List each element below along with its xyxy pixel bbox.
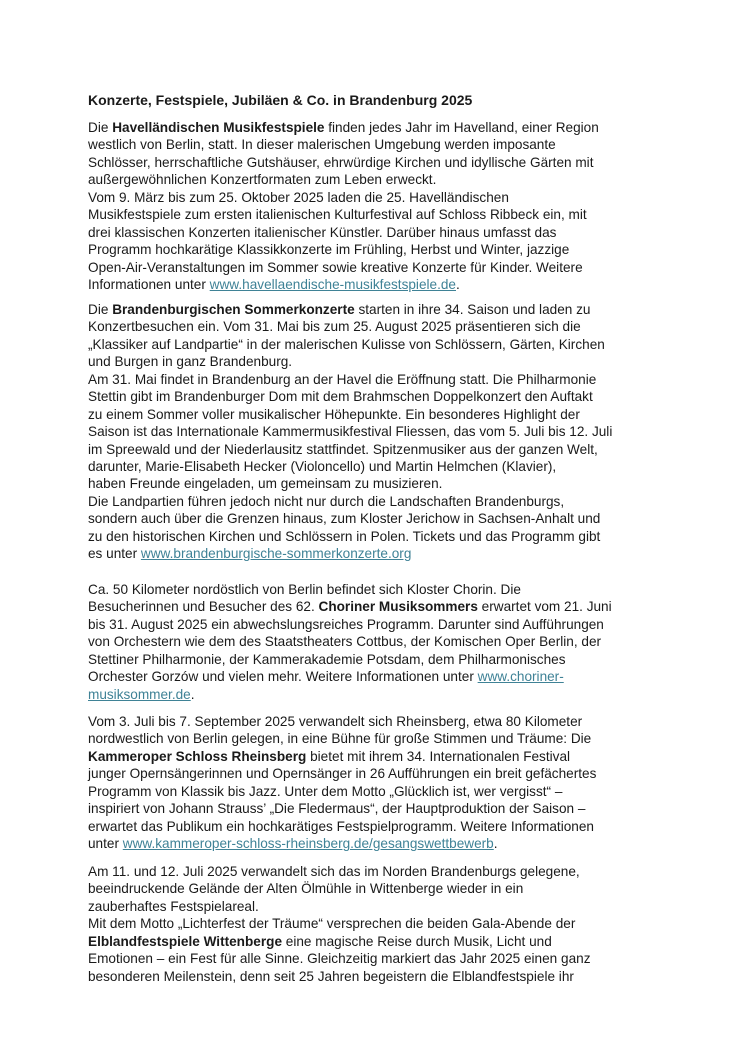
text-segment: es unter bbox=[88, 546, 141, 562]
website-link[interactable]: musiksommer.de bbox=[88, 686, 191, 702]
text-line bbox=[88, 863, 591, 880]
text-line bbox=[88, 528, 612, 545]
text-segment: erwartet das Publikum ein hochkarätiges Festspielprogramm. Weitere Informationen bbox=[88, 818, 594, 834]
festival-name-bold: Choriner Musiksommers bbox=[318, 599, 478, 615]
text-segment: Konzertbesuchen ein. Vom 31. Mai bis zum 25. August 2025 präsentieren sich die bbox=[88, 319, 581, 335]
text-segment: außergewöhnlichen Konzertformaten zum Leben erweckt. bbox=[88, 172, 437, 188]
paragraph-choriner-musiksommer bbox=[88, 581, 612, 703]
text-segment: Emotionen – ein Fest für alle Sinne. Gleichzeitig markiert das Jahr 2025 einen ganz bbox=[88, 951, 591, 967]
text-segment: Stettin gibt im Brandenburger Dom mit dem Brahmschen Doppelkonzert den Auftakt bbox=[88, 389, 593, 405]
text-line bbox=[88, 581, 612, 598]
text-segment: junger Opernsängerinnen und Opernsänger in 26 Aufführungen ein breit gefächertes bbox=[88, 766, 597, 782]
text-line bbox=[88, 224, 599, 241]
festival-name-bold: Havelländischen Musikfestspiele bbox=[112, 120, 325, 135]
paragraph-elblandfestspiele bbox=[88, 863, 591, 985]
text-line bbox=[88, 136, 599, 153]
text-segment: Programm hochkarätige Klassikkonzerte im Frühling, Herbst und Winter, jazzige bbox=[88, 242, 570, 258]
text-line bbox=[88, 441, 612, 458]
text-line bbox=[88, 668, 612, 685]
text-segment: beeindruckende Gelände der Alten Ölmühle in Wittenberge wieder in ein bbox=[88, 881, 524, 897]
text-segment: Stettiner Philharmonie, der Kammerakademie Potsdam, dem Philharmonisches bbox=[88, 651, 566, 667]
text-segment: zu den historischen Kirchen und Schlössern in Polen. Tickets und das Programm gibt bbox=[88, 528, 601, 544]
festival-name-bold: Kammeroper Schloss Rheinsberg bbox=[88, 748, 307, 764]
text-line bbox=[88, 783, 596, 800]
text-line bbox=[88, 276, 599, 293]
text-segment: Die bbox=[88, 120, 113, 135]
text-line bbox=[88, 259, 599, 276]
text-segment: Open-Air-Veranstaltungen im Sommer sowie kreative Konzerte für Kinder. Weitere bbox=[88, 259, 583, 275]
text-segment: westlich von Berlin, statt. In dieser malerischen Umgebung werden imposante bbox=[88, 137, 556, 153]
text-segment: Musikfestspiele zum ersten italienischen Kulturfestival auf Schloss Ribbeck ein, mit bbox=[88, 207, 587, 223]
text-line bbox=[88, 598, 612, 615]
text-line bbox=[88, 510, 612, 527]
text-segment: Orchester Gorzów und vielen mehr. Weitere Informationen unter bbox=[88, 669, 478, 685]
text-line bbox=[88, 898, 591, 915]
text-segment: im Spreewald und der Niederlausitz stattfindet. Spitzenmusiker aus der ganzen Welt, bbox=[88, 441, 598, 457]
text-segment: drei klassischen Konzerten italienischer Künstler. Darüber hinaus umfasst das bbox=[88, 224, 557, 240]
text-segment: Schlösser, herrschaftliche Gutshäuser, ehrwürdige Kirchen und idyllische Gärten mit bbox=[88, 154, 594, 170]
paragraph-kammeroper-rheinsberg bbox=[88, 713, 596, 853]
text-segment: . bbox=[456, 276, 460, 292]
text-segment: besonderen Meilenstein, denn seit 25 Jahren begeistern die Elblandfestspiele ihr bbox=[88, 968, 574, 984]
website-link[interactable]: www.kammeroper-schloss-rheinsberg.de/gesangswettbewerb bbox=[122, 836, 494, 852]
text-segment: und Burgen in ganz Brandenburg. bbox=[88, 354, 293, 370]
text-segment: Vom 3. Juli bis 7. September 2025 verwandelt sich Rheinsberg, etwa 80 Kilometer bbox=[88, 714, 583, 729]
text-segment: darunter, Marie-Elisabeth Hecker (Violoncello) und Martin Helmchen (Klavier), bbox=[88, 458, 557, 474]
text-line bbox=[88, 800, 596, 817]
text-line bbox=[88, 765, 596, 782]
text-line bbox=[88, 388, 612, 405]
text-line bbox=[88, 616, 612, 633]
text-line bbox=[88, 458, 612, 475]
text-line bbox=[88, 301, 612, 318]
text-segment: Besucherinnen und Besucher des 62. bbox=[88, 599, 319, 615]
text-line bbox=[88, 171, 599, 188]
text-segment: erwartet vom 21. Juni bbox=[477, 599, 612, 615]
text-segment: . bbox=[190, 686, 195, 702]
text-segment: . bbox=[493, 836, 498, 852]
text-segment: Am 31. Mai findet in Brandenburg an der Havel die Eröffnung statt. Die Philharmonie bbox=[88, 371, 597, 387]
text-line bbox=[88, 933, 591, 950]
text-line bbox=[88, 818, 596, 835]
text-segment: haben Freunde eingeladen, um gemeinsam zu musizieren. bbox=[88, 476, 443, 492]
website-link[interactable]: www.choriner- bbox=[477, 669, 564, 685]
text-line bbox=[88, 423, 612, 440]
text-line bbox=[88, 686, 612, 703]
text-segment: finden jedes Jahr im Havelland, einer Region bbox=[324, 120, 599, 135]
text-line bbox=[88, 915, 591, 932]
text-segment: inspiriert von Johann Strauss’ „Die Fledermaus“, der Hauptproduktion der Saison – bbox=[88, 801, 586, 817]
website-link[interactable]: www.brandenburgische-sommerkonzerte.org bbox=[140, 546, 412, 562]
text-line bbox=[88, 748, 596, 765]
text-line bbox=[88, 475, 612, 492]
paragraph-brandenburgische-sommerkonzerte bbox=[88, 301, 612, 563]
text-segment: sondern auch über die Grenzen hinaus, zum Kloster Jerichow in Sachsen-Anhalt und bbox=[88, 511, 601, 527]
text-segment: nordwestlich von Berlin gelegen, in eine Bühne für große Stimmen und Träume: Die bbox=[88, 731, 592, 747]
text-line bbox=[88, 835, 596, 852]
text-segment: eine magische Reise durch Musik, Licht und bbox=[282, 933, 552, 949]
text-segment: Die bbox=[88, 302, 113, 317]
text-line bbox=[88, 353, 612, 370]
text-segment: zauberhaftes Festspielareal. bbox=[88, 898, 259, 914]
text-segment: Saison ist das Internationale Kammermusikfestival Fliessen, das vom 5. Juli bis 12. Juli bbox=[88, 424, 613, 440]
text-line bbox=[88, 318, 612, 335]
text-segment: Informationen unter bbox=[88, 276, 210, 292]
text-line bbox=[88, 968, 591, 985]
text-segment: starten in ihre 34. Saison und laden zu bbox=[354, 302, 591, 317]
text-line bbox=[88, 545, 612, 562]
text-line bbox=[88, 154, 599, 171]
text-segment: Ca. 50 Kilometer nordöstlich von Berlin befindet sich Kloster Chorin. Die bbox=[88, 582, 521, 597]
text-segment: Mit dem Motto „Lichterfest der Träume“ versprechen die beiden Gala-Abende der bbox=[88, 916, 576, 932]
text-line bbox=[88, 371, 612, 388]
text-segment: unter bbox=[88, 836, 123, 852]
text-segment: Die Landpartien führen jedoch nicht nur durch die Landschaften Brandenburgs, bbox=[88, 493, 565, 509]
text-segment: Programm von Klassik bis Jazz. Unter dem Motto „Glücklich ist, wer vergisst“ – bbox=[88, 783, 563, 799]
text-segment: bietet mit ihrem 34. Internationalen Festival bbox=[306, 748, 571, 764]
text-segment: von Orchestern wie dem des Staatstheaters Cottbus, der Komischen Oper Berlin, der bbox=[88, 634, 602, 650]
text-line bbox=[88, 119, 599, 136]
text-line bbox=[88, 713, 596, 730]
festival-name-bold: Brandenburgischen Sommerkonzerte bbox=[112, 302, 355, 317]
text-line bbox=[88, 730, 596, 747]
text-segment: „Klassiker auf Landpartie“ in der malerischen Kulisse von Schlössern, Gärten, Kirchen bbox=[88, 336, 605, 352]
text-segment: zu einem Sommer voller musikalischer Höhepunkte. Ein besonderes Highlight der bbox=[88, 406, 580, 422]
website-link[interactable]: www.havellaendische-musikfestspiele.de bbox=[209, 276, 456, 292]
text-line bbox=[88, 406, 612, 423]
festival-name-bold: Elblandfestspiele Wittenberge bbox=[88, 933, 283, 949]
text-line bbox=[88, 633, 612, 650]
paragraph-havellaendische-musikfestspiele bbox=[88, 119, 599, 293]
text-line bbox=[88, 880, 591, 897]
text-line bbox=[88, 336, 612, 353]
text-line bbox=[88, 189, 599, 206]
text-line bbox=[88, 950, 591, 967]
text-segment: Vom 9. März bis zum 25. Oktober 2025 laden die 25. Havelländischen bbox=[88, 189, 509, 205]
text-segment: Am 11. und 12. Juli 2025 verwandelt sich das im Norden Brandenburgs gelegene, bbox=[88, 864, 580, 879]
text-segment: bis 31. August 2025 ein abwechslungsreiches Programm. Darunter sind Aufführungen bbox=[88, 616, 604, 632]
document-title: Konzerte, Festspiele, Jubiläen & Co. in Brandenburg 2025 bbox=[88, 92, 473, 108]
text-line bbox=[88, 241, 599, 258]
text-line bbox=[88, 651, 612, 668]
text-line bbox=[88, 493, 612, 510]
text-line bbox=[88, 206, 599, 223]
